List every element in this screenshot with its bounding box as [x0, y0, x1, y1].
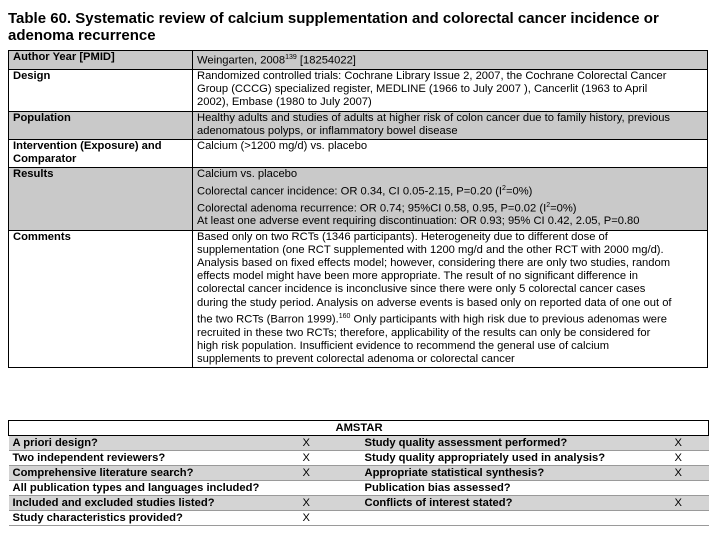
results-text: =0%): [505, 185, 533, 198]
amstar-table: [8, 420, 709, 526]
comments-label: Comments: [9, 230, 193, 368]
comments-line: supplementation (one RCT supplemented with 1200 mg/d and the other RCT with 2000 mg/d).: [197, 243, 664, 256]
author-value: [193, 51, 708, 70]
author-name: Weingarten, 2008: [197, 54, 286, 67]
comments-line: high risk population. Insufficient evidence to recommend the general use of calcium: [197, 340, 610, 352]
intervention-value: Calcium (>1200 mg/d) vs. placebo: [193, 139, 708, 167]
comments-text: Only participants with high risk due to previous adenomas were: [350, 313, 667, 326]
amstar-row: [9, 451, 709, 466]
comments-line: during the study period. Analysis on adverse events is based only on reported data of one out of: [197, 296, 672, 309]
amstar-row: [9, 511, 709, 526]
population-line: Healthy adults and studies of adults at higher risk of colon cancer due to family history, previous: [197, 111, 671, 124]
comments-line: Based only on two RCTs (1346 participants). Heterogeneity due to different dose of: [197, 230, 608, 243]
amstar-mark: X: [299, 511, 361, 526]
design-line: Group (CCCG) specialized register, MEDLINE (1966 to July 2007 ), Cancerlit (1963 to April: [197, 83, 648, 96]
comments-ref: 160: [338, 312, 351, 320]
amstar-row: [9, 496, 709, 511]
comments-line: Analysis based on fixed effects model; however, considering there are only two studies, random: [197, 257, 671, 270]
amstar-question: Conflicts of interest stated?: [361, 496, 671, 511]
comments-value: [193, 230, 708, 368]
amstar-question: Publication bias assessed?: [361, 481, 671, 496]
results-line: Calcium vs. placebo: [197, 168, 298, 181]
comments-line: recruited in these two RCTs; therefore, applicability of the results can only be considered for: [197, 326, 651, 339]
results-sup: 2: [502, 184, 506, 192]
amstar-row: [9, 436, 709, 451]
results-line: [197, 182, 704, 199]
comments-line: colorectal cancer incidence is inconclusive since there were only 5 colorectal cancer cases: [197, 283, 646, 296]
amstar-mark: X: [299, 466, 361, 481]
author-ref: 139: [285, 54, 297, 61]
amstar-question: Comprehensive literature search?: [9, 466, 299, 481]
intervention-row: [9, 139, 708, 167]
results-text: Colorectal cancer incidence: OR 0.34, CI 0.05-2.15, P=0.20 (I: [197, 185, 503, 198]
design-row: [9, 69, 708, 111]
amstar-mark: X: [299, 496, 361, 511]
results-text: Colorectal adenoma recurrence: OR 0.74; 95%CI 0.58, 0.95, P=0.02 (I: [197, 202, 547, 215]
results-line: [197, 199, 704, 216]
author-row: [9, 51, 708, 70]
amstar-row: [9, 466, 709, 481]
amstar-mark: [299, 481, 361, 496]
results-value: [193, 168, 708, 230]
amstar-question: Two independent reviewers?: [9, 451, 299, 466]
amstar-row: [9, 481, 709, 496]
results-sup: 2: [546, 201, 551, 209]
comments-line: effects model might have been more appropriate. The result of no significant difference in: [197, 270, 638, 283]
population-value: [193, 111, 708, 139]
table-title: Table 60. Systematic review of calcium supplementation and colorectal cancer incidence or adenoma recurrence: [8, 10, 659, 44]
amstar-question: [361, 511, 671, 526]
results-label: Results: [9, 168, 193, 230]
amstar-mark: [671, 481, 709, 496]
amstar-mark: X: [671, 451, 709, 466]
amstar-question: A priori design?: [9, 436, 299, 451]
comments-line: [197, 310, 704, 327]
intervention-label-line: Intervention (Exposure) and: [13, 139, 162, 152]
amstar-question: Study quality appropriately used in analysis?: [361, 451, 671, 466]
amstar-mark: [671, 511, 709, 526]
comments-text: the two RCTs (Barron 1999).: [197, 313, 339, 326]
intervention-label: [9, 139, 193, 167]
author-pmid: [18254022]: [296, 54, 356, 67]
amstar-mark: X: [299, 436, 361, 451]
amstar-mark: X: [671, 496, 709, 511]
design-label: Design: [9, 69, 193, 111]
results-text: =0%): [550, 202, 577, 215]
design-line: 2002), Embase (1980 to July 2007): [197, 96, 372, 109]
amstar-question: All publication types and languages included?: [9, 481, 299, 496]
intervention-label-line: Comparator: [13, 153, 77, 166]
amstar-question: Included and excluded studies listed?: [9, 496, 299, 511]
population-label: Population: [9, 111, 193, 139]
design-line: Randomized controlled trials: Cochrane Library Issue 2, 2007, the Cochrane Colorectal Cancer: [197, 69, 667, 82]
amstar-mark: X: [299, 451, 361, 466]
amstar-question: Appropriate statistical synthesis?: [361, 466, 671, 481]
results-row: [9, 168, 708, 230]
amstar-question: Study quality assessment performed?: [361, 436, 671, 451]
author-label: Author Year [PMID]: [9, 51, 193, 70]
comments-line: supplements to prevent colorectal adenoma or colorectal cancer: [197, 353, 515, 366]
comments-row: [9, 230, 708, 368]
amstar-heading: AMSTAR: [9, 421, 709, 436]
design-value: [193, 69, 708, 111]
results-line: At least one adverse event requiring discontinuation: OR 0.93; 95% CI 0.42, 2.05, P=0.80: [197, 215, 640, 228]
amstar-mark: X: [671, 436, 709, 451]
population-line: adenomatous polyps, or inflammatory bowel disease: [197, 124, 458, 137]
amstar-mark: X: [671, 466, 709, 481]
population-row: [9, 111, 708, 139]
review-table: [8, 50, 708, 368]
amstar-heading-row: [9, 421, 709, 436]
amstar-question: Study characteristics provided?: [9, 511, 299, 526]
